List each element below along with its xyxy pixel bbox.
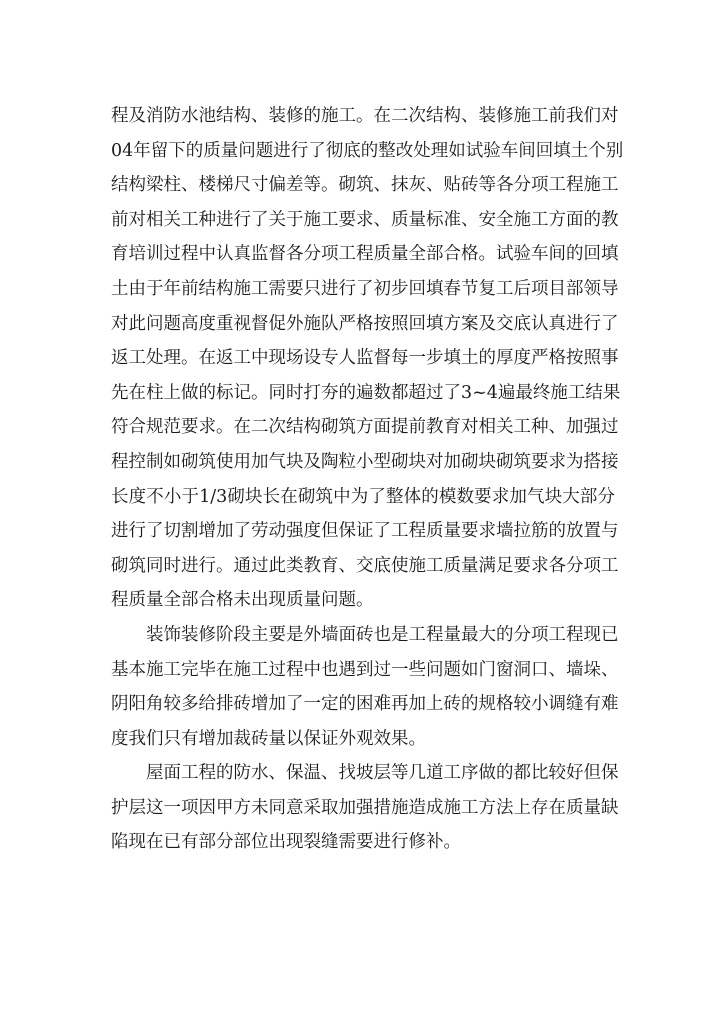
text-line: 符合规范要求。在二次结构砌筑方面提前教育对相关工种、加强过 <box>111 417 619 438</box>
text-line: 先在柱上做的标记。同时打夯的遍数都超过了3~4遍最终施工结果 <box>111 382 621 403</box>
paragraph-decoration-work <box>111 618 619 756</box>
text-line: 对此问题高度重视督促外施队严格按照回填方案及交底认真进行了 <box>111 313 619 334</box>
text-line: 育培训过程中认真监督各分项工程质量全部合格。试验车间的回填 <box>111 244 619 265</box>
text-line: 屋面工程的防水、保温、找坡层等几道工序做的都比较好但保 <box>146 763 619 784</box>
text-line: 度我们只有增加裁砖量以保证外观效果。 <box>111 728 426 749</box>
text-line: 装饰装修阶段主要是外墙面砖也是工程量最大的分项工程现已 <box>146 624 619 645</box>
text-line: 土由于年前结构施工需要只进行了初步回填春节复工后项目部领导 <box>111 278 619 299</box>
text-line: 阴阳角较多给排砖增加了一定的困难再加上砖的规格较小调缝有难 <box>111 694 619 715</box>
text-line: 前对相关工种进行了关于施工要求、质量标准、安全施工方面的教 <box>111 209 619 230</box>
text-line: 程质量全部合格未出现质量问题。 <box>111 590 374 611</box>
document-body <box>111 99 624 860</box>
text-line: 基本施工完毕在施工过程中也遇到过一些问题如门窗洞口、墙垛、 <box>111 659 619 680</box>
text-line: 程控制如砌筑使用加气块及陶粒小型砌块对加砌块砌筑要求为搭接 <box>111 451 619 472</box>
text-line: 长度不小于1/3砌块长在砌筑中为了整体的模数要求加气块大部分 <box>111 486 615 507</box>
text-line: 04年留下的质量问题进行了彻底的整改处理如试验车间回填土个别 <box>111 140 624 161</box>
text-line: 结构梁柱、楼梯尺寸偏差等。砌筑、抹灰、贴砖等各分项工程施工 <box>111 175 619 196</box>
text-line: 进行了切割增加了劳动强度但保证了工程质量要求墙拉筋的放置与 <box>111 521 619 542</box>
text-line: 砌筑同时进行。通过此类教育、交底使施工质量满足要求各分项工 <box>111 555 619 576</box>
text-line: 陷现在已有部分部位出现裂缝需要进行修补。 <box>111 832 461 853</box>
text-line: 返工处理。在返工中现场设专人监督每一步填土的厚度严格按照事 <box>111 348 619 369</box>
text-line: 护层这一项因甲方未同意采取加强措施造成施工方法上存在质量缺 <box>111 797 619 818</box>
text-line: 程及消防水池结构、装修的施工。在二次结构、装修施工前我们对 <box>111 106 619 126</box>
paragraph-structure-work <box>111 99 624 618</box>
paragraph-roof-work <box>111 756 619 860</box>
